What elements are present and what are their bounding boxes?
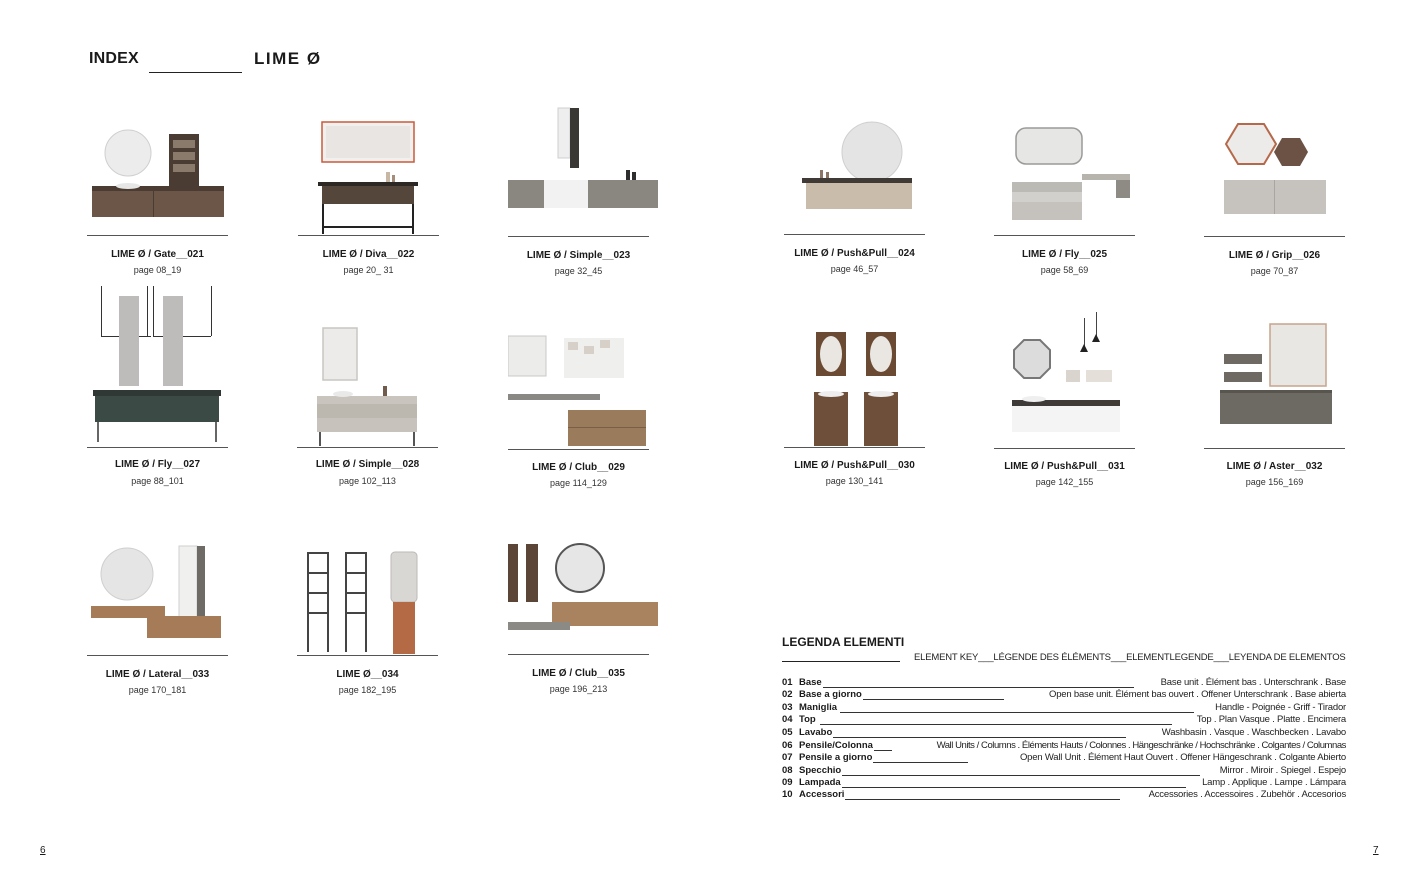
legend-leader-line (832, 737, 1126, 738)
legend-row-name: Lavabo (799, 727, 833, 738)
item-page: page 32_45 (554, 266, 603, 276)
item-baseline (87, 447, 228, 448)
legend-row-number: 09 (782, 777, 793, 788)
item-page: page 46_57 (830, 264, 879, 274)
legend-leader-line (872, 762, 968, 763)
header-rule (149, 72, 242, 73)
item-page: page 130_141 (825, 476, 884, 486)
item-page: page 58_69 (1040, 265, 1089, 275)
item-baseline (508, 236, 649, 237)
item-page: page 196_213 (549, 684, 608, 694)
item-name: LIME Ø / Grip__026 (1228, 250, 1321, 261)
legend-row-translation: Accessories . Accessoires . Zubehör . Accesorios (1148, 789, 1346, 800)
item-name: LIME Ø / Push&Pull__030 (794, 460, 915, 471)
item-baseline (784, 234, 925, 235)
legend-row-name: Lampada (799, 777, 841, 788)
legend-row (782, 677, 1346, 689)
item-page: page 70_87 (1250, 266, 1299, 276)
item-baseline (784, 447, 925, 448)
legend-row-translation: Handle - Poignée - Griff - Tirador (1215, 702, 1346, 713)
item-baseline (994, 235, 1135, 236)
legend-leader-line (840, 712, 1194, 713)
legend-row-name: Specchio (799, 765, 842, 776)
item-baseline (298, 235, 439, 236)
legend-row-number: 06 (782, 740, 793, 751)
legend-title: LEGENDA ELEMENTI (782, 635, 905, 649)
item-name: LIME Ø / Gate__021 (111, 249, 204, 260)
legend-leader-line (822, 687, 1134, 688)
product-image-push-pull-030 (784, 282, 934, 450)
legend-row-name: Base a giorno (799, 689, 862, 700)
item-name: LIME Ø / Push&Pull__031 (1004, 461, 1125, 472)
item-baseline (297, 655, 438, 656)
legend-leader-line (842, 775, 1200, 776)
item-page: page 114_129 (550, 478, 607, 488)
legend-row-name: Maniglia (799, 702, 838, 713)
legend-row (782, 777, 1346, 789)
item-name: LIME Ø / Simple__023 (526, 250, 631, 261)
item-page: page 20_ 31 (343, 265, 394, 275)
legend-row (782, 689, 1346, 701)
legend-row-translation: Base unit . Élément bas . Unterschrank . Base (1160, 677, 1346, 688)
item-page: page 142_155 (1035, 477, 1094, 487)
legend-row (782, 727, 1346, 739)
legend-row-number: 02 (782, 689, 793, 700)
product-image-fly (994, 100, 1144, 238)
legend-row (782, 702, 1346, 714)
legend-row-number: 07 (782, 752, 793, 763)
product-image-simple (508, 100, 658, 238)
legend-leader-line (862, 699, 1004, 700)
legend-rule (782, 661, 900, 662)
product-image-diva (298, 100, 448, 238)
legend-row-translation: Lamp . Applique . Lampe . Lámpara (1202, 777, 1346, 788)
index-label: INDEX (89, 50, 139, 67)
product-image-lime-034 (297, 530, 447, 658)
legend-row-number: 05 (782, 727, 793, 738)
legend-row-number: 08 (782, 765, 793, 776)
legend-row-translation: Open base unit. Élément bas ouvert . Offener Unterschrank . Base abierta (1049, 689, 1346, 700)
legend-row-translation: Wall Units / Columns . Éléments Hauts / Colonnes . Hängeschränke / Hochschränke . Colgantes / Columnas (936, 740, 1346, 751)
product-image-club (508, 282, 658, 450)
product-image-aster (1204, 282, 1354, 450)
item-name: LIME Ø / Club__035 (532, 668, 625, 679)
legend-row (782, 752, 1346, 764)
legend-row (782, 789, 1346, 801)
page-number-right: 7 (1373, 845, 1379, 856)
legend-row-number: 01 (782, 677, 793, 688)
legend-row-name: Top (799, 714, 816, 725)
item-name: LIME Ø / Lateral__033 (105, 669, 210, 680)
product-image-lateral (87, 530, 237, 658)
item-baseline (87, 655, 228, 656)
legend-row-number: 03 (782, 702, 793, 713)
legend-leader-line (872, 750, 892, 751)
item-baseline (508, 449, 649, 450)
legend-row (782, 740, 1346, 752)
item-baseline (1204, 236, 1345, 237)
product-image-push-pull (784, 100, 934, 238)
legend-row-translation: Top . Plan Vasque . Platte . Encimera (1196, 714, 1346, 725)
item-name: LIME Ø / Push&Pull__024 (794, 248, 915, 259)
item-page: page 88_101 (131, 476, 184, 486)
legend-row-number: 10 (782, 789, 793, 800)
collection-title: LIME Ø (254, 49, 322, 68)
product-image-fly-027 (87, 282, 237, 450)
legend-row-number: 04 (782, 714, 793, 725)
product-image-club-035 (508, 530, 658, 658)
item-name: LIME Ø / Diva__022 (322, 249, 415, 260)
page-number-left: 6 (40, 845, 46, 856)
legend-leader-line (842, 787, 1186, 788)
item-baseline (508, 654, 649, 655)
product-image-push-pull-031 (994, 282, 1144, 450)
legend-subtitle: ELEMENT KEY___LÉGENDE DES ÉLÉMENTS___ELEMENTLEGENDE___LEYENDA DE ELEMENTOS (914, 652, 1346, 663)
item-name: LIME Ø / Club__029 (532, 462, 625, 473)
product-image-gate (87, 100, 237, 238)
legend-row-translation: Open Wall Unit . Élément Haut Ouvert . Offener Hängeschrank . Colgante Abierto (1019, 752, 1346, 763)
item-baseline (87, 235, 228, 236)
item-name: LIME Ø / Aster__032 (1226, 461, 1323, 472)
legend-leader-line (844, 799, 1120, 800)
item-name: LIME Ø / Simple__028 (315, 459, 420, 470)
item-name: LIME Ø / Fly__025 (1021, 249, 1108, 260)
legend-row-name: Accessori (799, 789, 845, 800)
legend-row (782, 765, 1346, 777)
item-page: page 156_169 (1245, 477, 1304, 487)
product-image-grip (1204, 100, 1354, 238)
legend-row-name: Pensile a giorno (799, 752, 873, 763)
legend-leader-line (820, 724, 1172, 725)
legend-row-name: Base (799, 677, 822, 688)
legend-row (782, 714, 1346, 726)
item-baseline (994, 448, 1135, 449)
legend-row-name: Pensile/Colonna (799, 740, 873, 751)
item-baseline (1204, 448, 1345, 449)
item-page: page 102_113 (339, 476, 396, 486)
item-page: page 182_195 (338, 685, 397, 695)
item-page: page 08_19 (133, 265, 182, 275)
product-image-simple-028 (297, 282, 447, 450)
legend-row-translation: Mirror . Miroir . Spiegel . Espejo (1219, 765, 1346, 776)
legend-row-translation: Washbasin . Vasque . Waschbecken . Lavabo (1161, 727, 1346, 738)
item-name: LIME Ø__034 (336, 669, 399, 680)
item-baseline (297, 447, 438, 448)
item-name: LIME Ø / Fly__027 (114, 459, 201, 470)
item-page: page 170_181 (128, 685, 187, 695)
